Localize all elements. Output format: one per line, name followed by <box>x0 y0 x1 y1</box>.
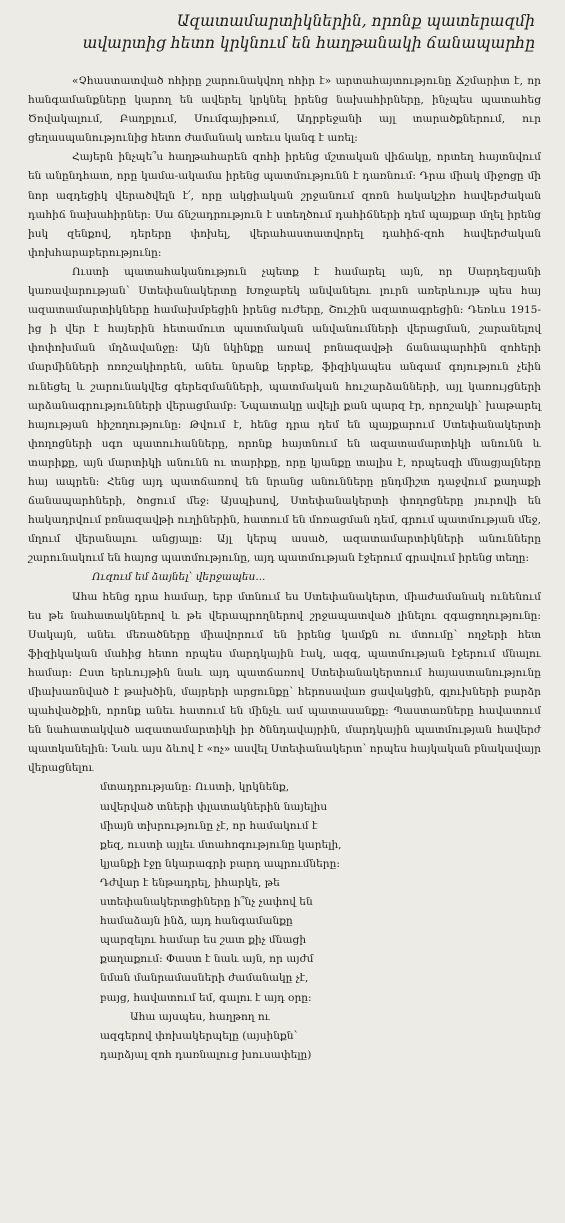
narrow-line: մտադրությանը: Ուստի, կրկնենք, <box>100 781 290 794</box>
narrow-line: բայց, հավատում եմ, գալու է այդ օրը: <box>100 991 312 1004</box>
narrow-line: դարձյալ զոհ դառնալուց խուսափելը) <box>100 1048 312 1061</box>
narrow-line: կյանքի էջը նկարագրի բարդ ապրումները: <box>100 857 340 870</box>
narrow-line: քեզ, ուստի այլեւ մտահոգությունը կարելի, <box>100 838 342 851</box>
narrow-line: ստեփանակերտցիները ի՞նչ չափով են <box>100 896 313 909</box>
narrow-line: ազգերով փոխակերպելը (այսինքն՝ <box>100 1029 298 1042</box>
narrow-column <box>100 778 345 1064</box>
narrow-line: Ահա այսպես, հաղթող ու <box>130 1010 270 1023</box>
narrow-line: միայն տխրությունը չէ, որ համակում է <box>100 819 318 832</box>
paragraph-2: Հայերն ինչպե՞ս հաղթահարեն զոհի իրենց մշտական վիճակը, որտեղ հայտնվում են անընդհատ, որը կամա-ակամա իրենց պատմությունն է դառնում: Դրա միակ միջոցը մի նոր ազդեցիկ վերածվելն է՛, որը ակցիական շրջանում զոռն հակակշիռ հավերժական դահիճ նախահիրներ: Սա ճնշադրություն է ստեղծում դահիճների դեմ պայքար մղել իրենց իսկ զենքով, դերերը փոխել, վերահաստատվորել դահիճ-զոհ հավերժական փոխհարաբերությունը: <box>28 151 541 259</box>
narrow-line: քաղաքում: Փաստ է նաև այն, որ այժմ <box>100 953 314 966</box>
narrow-line: նման մանրամասների ժամանակը չէ, <box>100 972 309 985</box>
narrow-line: համաձայն ինձ, այդ հանգամանքը <box>100 915 293 928</box>
article-body <box>28 72 541 778</box>
narrow-line: պարզելու համար ես շատ քիչ մնացի <box>100 934 307 947</box>
paragraph-3: Ուստի պատահականություն չպետք է համարել այն, որ Սարդեզյանի կառավարության՝ Ստեփանակերտը Խոջաբեկ անվանելու լուրն առերևույթ պես հայ ազատամարտիկները համախմբեցին իրենց ուժերը, Շուշին ազատագրեցին: Դեռևս 1915-ից ի վեր է հայերին հետամուտ պատմական անվանումների վերացման, շարանելով փոփոխման մղձավանջը: Այն նկինքը առավ բոնազավթի ճանապարհին զոհերի մարմինների ոռոշակիորեն, անեւ նրանք երբեք, ֆիզիկապես անգամ գոյություն չեին ունեցել և շարունակվեց գերեզմանների, պատմական հուշարձանների, այլ կառույցների արձանագրությունների վերացմամբ: Նպատակը ավելի քան պարզ էր, որոշակի՝ խաթարել հայության հիշողությունը: Թվում է, հենց դրա դեմ են պայքարում Ստեփանակերտի փողոցների սգո պատուհանները, որոնք հայտնում են ազատամարտիկի անունն և տարիքը, այն մարտիկի անունն ու տարիքը, որը կյանքը տալիս է, որպեսզի մնացյալները հայ ապրեն: Հենց այդ պատճառով են նրանց անունները ընդմիշտ դաջվում քաղաքի ճանապարհների, ծոցում մեջ: Այսպիսով, Ստեփանակերտի փողոցները յուրովի են հակադրվում բռնազավթի ուղիներին, հատում են մոռացման դեմ, գրում պատմության մեջ, մղում վերանալու անցյալը: Այլ կերպ ասած, ազատամարտիկների անունները շարունակում են հայոց պատմությունը, այդ պատմության էջերում գրավում իրենց տեղը: <box>28 265 541 565</box>
narrow-line: ավերված տների փլատակներին նայելիս <box>100 800 328 813</box>
title-line-1: Ազատամարտիկներին, որոնք պատերազմի <box>176 12 535 30</box>
article-title <box>28 10 541 54</box>
quote-line: Ուզում եմ ձայնել՝ վերջապես... <box>92 571 266 584</box>
narrow-line: Դժվար է ենթադրել, իհարկե, թե <box>100 876 280 889</box>
paragraph-4: Ահա հենց դրա համար, երբ մտնում ես Ստեփանակերտ, միաժամանակ ունենում ես թե նահատակներով և թե վերապրողներով շրջապատված լինելու զգացողությունը: Սակայն, անեւ մեռածները միավորում են իրենց կամքն ու մտումը՝ ողջերի հետ ֆիզիկական մահից հետո որպես մարդկային էակ, ազգ, պատմության էջերում մնալու համար: Ըստ երևույթին նաև այդ պատճառով Ստեփանակերտում հայաստանությունը միախառնված է թախծին, մայրերի արցունքը՝ հերոսավառ ցավակցին, գլուխների բարձր պահվածքին, որոնք անեւ հատում են մինչև ամ պատասանքը: Պաստառները հավատում են նահատակված ազատամարտիկի իր ծննդավայրին, մարդկային պատմության հավերժ պատկանելին: Նաև այս ձևով է «ոչ» ասվել Ստեփանակերտ՝ որպես հայկական բնակավայր վերացնելու <box>28 590 541 775</box>
paragraph-1: «Չհաստատված ոհիրը շարունակվող ոհիր է» արտահայտությունը Ճշմարիտ է, որ հանգամանքները կարող են ավերել կրկնել իրենց նախահիրները, ինչպես պատահեց Ծովակալում, Բաղբլում, Սումգայիթում, Ադրբեջանի այլ տարածքներում, ուր ցեղասպանությունից հետո ժամանակ առեւս կանգ է առել: <box>28 75 541 145</box>
title-line-2: ավարտից հետո կրկնում են հաղթանակի ճանապարհը <box>82 34 535 52</box>
